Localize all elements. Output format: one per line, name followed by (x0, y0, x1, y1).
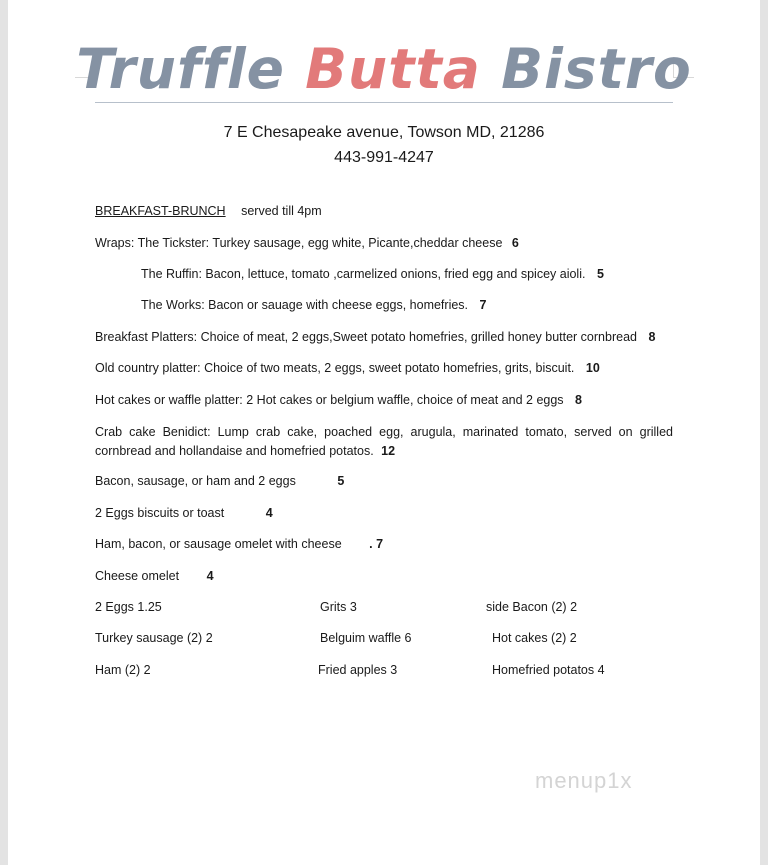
item-price: 10 (585, 361, 600, 375)
item-name: Crab cake Benidict (95, 425, 208, 439)
menu-item-meat-omelet (95, 537, 383, 551)
side-item: Turkey sausage (2) 2 (95, 631, 213, 645)
item-price: 8 (648, 330, 656, 344)
side-item: Fried apples 3 (318, 663, 398, 677)
title-word-bistro: Bistro (501, 37, 692, 101)
section-heading (95, 204, 322, 218)
wraps-label: Wraps (95, 236, 131, 250)
item-description: The Ruffin: Bacon, lettuce, tomato ,carmelized onions, fried egg and spicey aioli. (141, 267, 586, 281)
side-item: Belguim waffle 6 (320, 631, 412, 645)
item-description: : Lump crab cake, poached egg, arugula, marinated tomato, served on grilled cornbread and hollandaise and homefried potatos. (95, 425, 673, 458)
menu-item-old-country-platter (95, 361, 600, 375)
item-price: 5 (596, 267, 604, 281)
side-item: side Bacon (2) 2 (486, 600, 578, 614)
item-description: Bacon, sausage, or ham and 2 eggs (95, 474, 296, 488)
side-item: Ham (2) 2 (95, 663, 151, 677)
side-item: Hot cakes (2) 2 (492, 631, 577, 645)
item-description: The Works: Bacon or sauage with cheese eggs, homefries. (141, 298, 469, 312)
item-price: 4 (265, 506, 273, 520)
item-description: 2 Eggs biscuits or toast (95, 506, 225, 520)
menu-item-eggs-biscuits (95, 506, 273, 520)
side-item: Homefried potatos 4 (492, 663, 605, 677)
side-item: Grits 3 (320, 600, 357, 614)
section-title: BREAKFAST-BRUNCH (95, 204, 226, 218)
section-note: served till 4pm (241, 204, 322, 218)
menu-item-tickster (95, 236, 519, 250)
watermark: menup1x (535, 768, 633, 793)
item-price: 7 (479, 298, 487, 312)
restaurant-title (8, 34, 760, 104)
menu-item-cheese-omelet (95, 569, 214, 583)
item-name: Breakfast Platters (95, 330, 194, 344)
menu-item-ruffin (141, 267, 604, 281)
item-description: : The Tickster: Turkey sausage, egg white, Picante,cheddar cheese (130, 236, 503, 250)
menu-item-crab-cake-benedict (95, 423, 673, 461)
item-description: Choice of two meats, 2 eggs, sweet potato homefries, grits, biscuit. (200, 361, 575, 375)
address: 7 E Chesapeake avenue, Towson MD, 21286 (223, 124, 545, 141)
menu-item-bacon-and-eggs (95, 474, 344, 488)
phone-number: 443-991-4247 (334, 149, 434, 166)
item-price: . 7 (369, 537, 384, 551)
item-price: 4 (206, 569, 214, 583)
menu-page (8, 0, 760, 865)
side-item: 2 Eggs 1.25 (95, 600, 162, 614)
menu-item-hot-cakes-platter (95, 393, 582, 407)
item-name: Old country platter: (95, 361, 201, 375)
title-word-butta: Butta (305, 37, 481, 101)
item-description: 2 Hot cakes or belgium waffle, choice of meat and 2 eggs (242, 393, 564, 407)
item-description: Ham, bacon, or sausage omelet with cheese (95, 537, 342, 551)
item-description: : Choice of meat, 2 eggs,Sweet potato homefries, grilled honey butter cornbread (193, 330, 637, 344)
title-divider (95, 102, 673, 103)
menu-item-breakfast-platters (95, 330, 655, 344)
item-price: 8 (575, 393, 582, 407)
item-price: 5 (337, 474, 345, 488)
item-price: 12 (381, 444, 396, 458)
item-name: Hot cakes or waffle platter: (95, 393, 243, 407)
title-word-truffle: Truffle (76, 37, 285, 101)
menu-item-works (141, 298, 486, 312)
item-description: Cheese omelet (95, 569, 180, 583)
item-price: 6 (511, 236, 519, 250)
